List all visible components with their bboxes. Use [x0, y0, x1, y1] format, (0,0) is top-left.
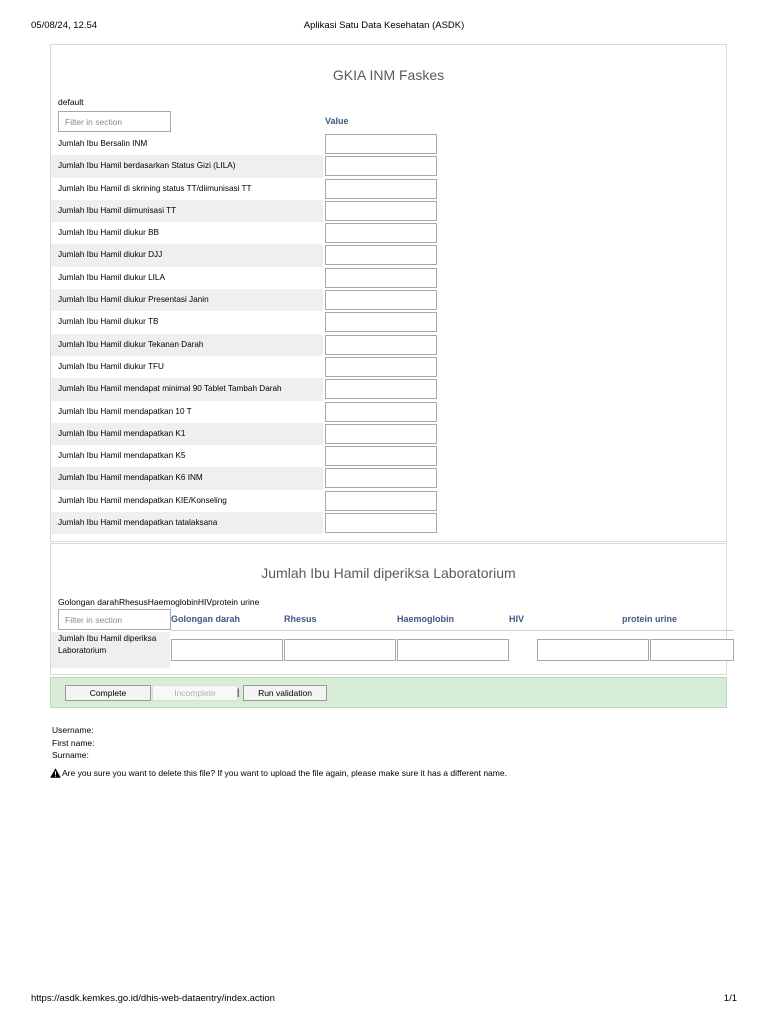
- data-element-row: [51, 289, 726, 311]
- user-info: [52, 724, 95, 762]
- lab-row-label: Jumlah Ibu Hamil diperiksa Laboratorium: [51, 632, 170, 668]
- row-label-cell: [51, 423, 323, 445]
- row-label-cell: [51, 133, 323, 155]
- row-label-cell: [51, 445, 323, 467]
- data-element-row: [51, 178, 726, 200]
- haemoglobin-input[interactable]: [397, 639, 509, 661]
- row-label-cell: [51, 512, 323, 534]
- row-label-cell: [51, 378, 323, 400]
- data-element-label: Jumlah Ibu Hamil diukur Presentasi Janin: [58, 295, 209, 305]
- golongan-darah-input[interactable]: [171, 639, 283, 661]
- row-label-cell: [51, 289, 323, 311]
- filter-in-section-input[interactable]: [58, 111, 171, 132]
- row-label-cell: [51, 267, 323, 289]
- column-header-protein-urine: protein urine: [622, 614, 678, 624]
- data-element-row: [51, 378, 726, 400]
- section-title: Jumlah Ibu Hamil diperiksa Laboratorium: [261, 565, 516, 581]
- header-divider: [171, 630, 734, 631]
- value-input[interactable]: [325, 491, 437, 511]
- value-input[interactable]: [325, 290, 437, 310]
- data-element-row: [51, 423, 726, 445]
- data-element-label: Jumlah Ibu Hamil diukur DJJ: [58, 250, 163, 260]
- data-element-row: [51, 244, 726, 266]
- section-title: GKIA INM Faskes: [332, 67, 445, 83]
- first-name-label: First name:: [52, 737, 95, 748]
- row-label-cell: [51, 222, 323, 244]
- username-label: Username:: [52, 725, 94, 735]
- print-url: https://asdk.kemkes.go.id/dhis-web-dataentry/index.action: [31, 993, 275, 1004]
- data-element-label: Jumlah Ibu Hamil mendapatkan K1: [58, 428, 186, 438]
- rhesus-input[interactable]: [284, 639, 396, 661]
- data-element-label: Jumlah Ibu Hamil mendapatkan K6 INM: [58, 473, 203, 483]
- value-input[interactable]: [325, 179, 437, 199]
- value-input[interactable]: [325, 223, 437, 243]
- warning-text: Are you sure you want to delete this file? If you want to upload the file again, please make sure it has a different name.: [62, 768, 507, 778]
- hiv-input[interactable]: [537, 639, 649, 661]
- data-element-label: Jumlah Ibu Hamil mendapatkan KIE/Konseling: [58, 495, 227, 505]
- print-header: [31, 20, 737, 34]
- value-input[interactable]: [325, 468, 437, 488]
- data-element-label: Jumlah Ibu Hamil di skrining status TT/diimunisasi TT: [58, 183, 252, 193]
- row-label-cell: [51, 334, 323, 356]
- row-label-cell: [51, 244, 323, 266]
- print-footer: [31, 993, 737, 1007]
- delete-warning: [50, 768, 507, 778]
- value-input[interactable]: [325, 446, 437, 466]
- row-label-cell: [51, 356, 323, 378]
- data-element-label: Jumlah Ibu Hamil diimunisasi TT: [58, 205, 177, 215]
- value-input[interactable]: [325, 357, 437, 377]
- data-element-row: [51, 512, 726, 534]
- row-label-cell: [51, 178, 323, 200]
- run-validation-button[interactable]: Run validation: [243, 685, 327, 701]
- complete-button[interactable]: Complete: [65, 685, 151, 701]
- value-input[interactable]: [325, 268, 437, 288]
- data-element-label: Jumlah Ibu Hamil mendapatkan tatalaksana: [58, 518, 218, 528]
- value-input[interactable]: [325, 245, 437, 265]
- data-element-row: [51, 445, 726, 467]
- value-input[interactable]: [325, 335, 437, 355]
- value-input[interactable]: [325, 134, 437, 154]
- data-element-row: [51, 200, 726, 222]
- column-header-rhesus: Rhesus: [284, 614, 317, 624]
- data-element-label: Jumlah Ibu Hamil diukur TB: [58, 317, 159, 327]
- column-header-haemoglobin: Haemoglobin: [397, 614, 455, 624]
- value-input[interactable]: [325, 424, 437, 444]
- value-input[interactable]: [325, 402, 437, 422]
- value-input[interactable]: [325, 513, 437, 533]
- data-element-label: Jumlah Ibu Hamil diukur Tekanan Darah: [58, 339, 204, 349]
- column-header-hiv: HIV: [509, 614, 525, 624]
- data-element-label: Jumlah Ibu Hamil berdasarkan Status Gizi (LILA): [58, 161, 236, 171]
- value-input[interactable]: [325, 312, 437, 332]
- data-element-label: Jumlah Ibu Hamil diukur BB: [58, 228, 160, 238]
- data-element-label: Jumlah Ibu Hamil mendapatkan 10 T: [58, 406, 192, 416]
- data-element-row: [51, 133, 726, 155]
- protein-urine-input[interactable]: [650, 639, 734, 661]
- print-datetime: 05/08/24, 12.54: [31, 20, 98, 31]
- data-element-row: [51, 155, 726, 177]
- print-title: Aplikasi Satu Data Kesehatan (ASDK): [303, 20, 465, 31]
- row-label-cell: [51, 467, 323, 489]
- data-element-label: Jumlah Ibu Hamil mendapatkan K5: [58, 451, 186, 461]
- row-label-cell: [51, 311, 323, 333]
- data-element-rows: [51, 133, 726, 534]
- row-label-cell: [51, 401, 323, 423]
- warning-icon: [50, 768, 61, 778]
- data-element-label: Jumlah Ibu Bersalin INM: [58, 139, 148, 148]
- surname-label: Surname:: [52, 750, 89, 761]
- data-element-label: Jumlah Ibu Hamil diukur TFU: [58, 361, 164, 371]
- category-combo-label: Golongan darahRhesusHaemoglobinHIVprotein urine: [58, 597, 260, 607]
- category-combo-label: default: [58, 97, 84, 107]
- data-element-row: [51, 311, 726, 333]
- completion-action-bar: [50, 677, 727, 708]
- button-separator: |: [237, 687, 240, 697]
- value-input[interactable]: [325, 379, 437, 399]
- row-label-cell: [51, 490, 323, 512]
- data-element-row: [51, 490, 726, 512]
- data-element-label: Jumlah Ibu Hamil mendapat minimal 90 Tablet Tambah Darah: [58, 384, 282, 394]
- value-column-header: Value: [325, 116, 349, 126]
- filter-in-section-input[interactable]: [58, 609, 171, 630]
- incomplete-button[interactable]: Incomplete: [152, 685, 238, 701]
- section-lab-examination: [50, 543, 727, 675]
- data-element-row: [51, 222, 726, 244]
- print-page-number: 1/1: [723, 993, 737, 1004]
- data-element-row: [51, 267, 726, 289]
- data-element-row: [51, 401, 726, 423]
- row-label-cell: [51, 155, 323, 177]
- row-label-cell: [51, 200, 323, 222]
- value-input[interactable]: [325, 201, 437, 221]
- value-input[interactable]: [325, 156, 437, 176]
- data-element-row: [51, 334, 726, 356]
- data-element-row: [51, 467, 726, 489]
- column-header-golongan-darah: Golongan darah: [171, 614, 241, 624]
- section-gkia-inm-faskes: [50, 44, 727, 542]
- data-element-row: [51, 356, 726, 378]
- data-element-label: Jumlah Ibu Hamil diukur LILA: [58, 272, 165, 282]
